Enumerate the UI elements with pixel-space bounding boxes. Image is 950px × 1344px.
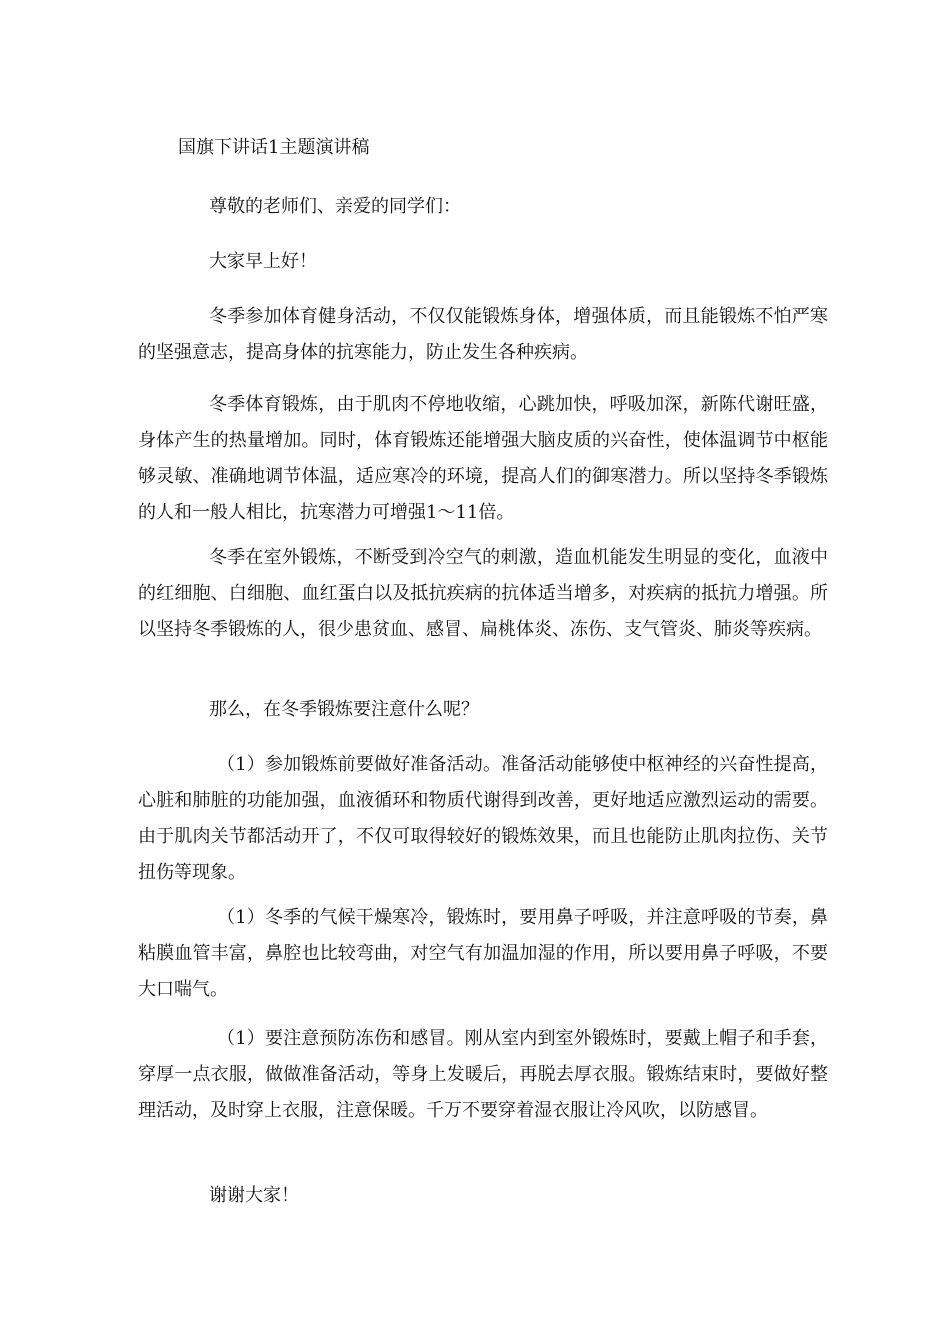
document-title: 国旗下讲话1主题演讲稿	[178, 137, 370, 158]
greeting-line: 尊敬的老师们、亲爱的同学们：	[209, 196, 461, 217]
tip-item: （1）参加锻炼前要做好准备活动。准备活动能够使中枢神经的兴奋性提高，心脏和肺脏的功能加强，血液循环和物质代谢得到改善，更好地适应激烈运动的需要。由于肌肉关节都活动开了，不仅可取得较好的锻炼效果，而且也能防止肌肉拉伤、关节扭伤等现象。	[138, 754, 828, 883]
body-paragraph: 冬季参加体育健身活动，不仅仅能锻炼身体，增强体质，而且能锻炼不怕严寒的坚强意志，提高身体的抗寒能力，防止发生各种疾病。	[138, 306, 828, 363]
question-line: 那么，在冬季锻炼要注意什么呢？	[209, 699, 479, 720]
opening-line: 大家早上好！	[209, 251, 317, 272]
tip-item: （1）冬季的气候干燥寒冷，锻炼时，要用鼻子呼吸，并注意呼吸的节奏，鼻粘膜血管丰富，鼻腔也比较弯曲，对空气有加温加湿的作用，所以要用鼻子呼吸，不要大口喘气。	[138, 907, 828, 1000]
tip-item: （1）要注意预防冻伤和感冒。刚从室内到室外锻炼时，要戴上帽子和手套，穿厚一点衣服，做做准备活动，等身上发暖后，再脱去厚衣服。锻炼结束时，要做好整理活动，及时穿上衣服，注意保暖。千万不要穿着湿衣服让冷风吹，以防感冒。	[138, 1028, 828, 1121]
body-paragraph: 冬季体育锻炼，由于肌肉不停地收缩，心跳加快，呼吸加深，新陈代谢旺盛，身体产生的热量增加。同时，体育锻炼还能增强大脑皮质的兴奋性，使体温调节中枢能够灵敏、准确地调节体温，适应寒冷的环境，提高人们的御寒潜力。所以坚持冬季锻炼的人和一般人相比，抗寒潜力可增强1～11倍。	[138, 394, 828, 523]
closing-line: 谢谢大家！	[209, 1185, 299, 1206]
body-paragraph: 冬季在室外锻炼，不断受到冷空气的刺激，造血机能发生明显的变化，血液中的红细胞、白细胞、血红蛋白以及抵抗疾病的抗体适当增多，对疾病的抵抗力增强。所以坚持冬季锻炼的人，很少患贫血、感冒、扁桃体炎、冻伤、支气管炎、肺炎等疾病。	[138, 547, 828, 640]
